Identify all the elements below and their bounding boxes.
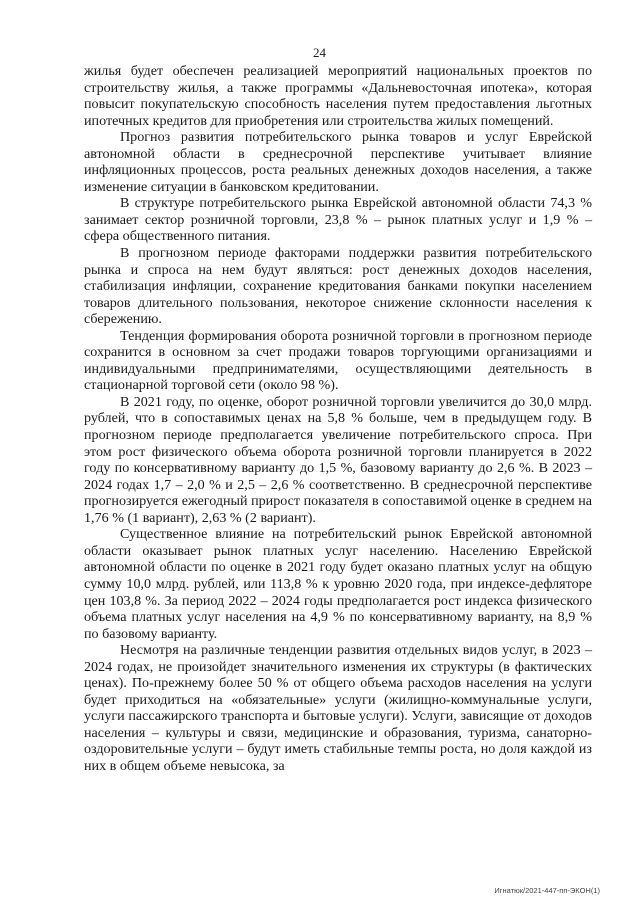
paragraph-retail-2021: В 2021 году, по оценке, оборот розничной торговли увеличится до 30,0 млрд. рублей, что в сопоставимых ценах на 5,8 % больше, чем в предыдущем году. В прогнозном периоде предполагается увеличение потребительского спроса. При этом рост физического объема оборота розничной торговли планируется в 2022 году по консервативному варианту до 1,5 %, базовому варианту до 2,6 %. В 2023 – 2024 годах 1,7 – 2,0 % и 2,5 – 2,6 % соответственно. В среднесрочной перспективе прогнозируется ежегодный прирост показателя в сопоставимой оценке в среднем на 1,76 % (1 вариант), 2,63 % (2 вариант). <box>84 393 592 526</box>
paragraph-paid-services: Существенное влияние на потребительский рынок Еврейской автономной области оказывает рынок платных услуг населению. Населению Еврейской автономной области по оценке в 2021 году будет оказано платных услуг на общую сумму 10,0 млрд. рублей, или 113,8 % к уровню 2020 года, при индексе-дефляторе цен 103,8 %. За период 2022 – 2024 годы предполагается рост индекса физического объема платных услуг населения на 4,9 % по консервативному варианту, на 8,9 % по базовому варианту. <box>84 526 592 642</box>
body-text <box>84 63 592 775</box>
paragraph-support-factors: В прогнозном периоде факторами поддержки развития потребительского рынка и спроса на нем будут являться: рост денежных доходов населения, стабилизация инфляции, сохранение кредитования банками покупки населением товаров длительного пользования, некоторое снижение склонности населения к сбережению. <box>84 245 592 328</box>
footer-document-reference: Игнатюк/2021-447-пп-ЭКОН(1) <box>494 886 600 895</box>
paragraph-market-structure: В структуре потребительского рынка Еврейской автономной области 74,3 % занимает сектор розничной торговли, 23,8 % – рынок платных услуг и 1,9 % – сфера общественного питания. <box>84 195 592 245</box>
paragraph-services-structure: Несмотря на различные тенденции развития отдельных видов услуг, в 2023 – 2024 годах, не произойдет значительного изменения их структуры (в фактических ценах). По-прежнему более 50 % от общего объема расходов населения на услуги будет приходиться на «обязательные» услуги (жилищно-коммунальные услуги, услуги пассажирского транспорта и бытовые услуги). Услуги, зависящие от доходов населения – культуры и связи, медицинские и образования, туризма, санаторно-оздоровительные услуги – будут иметь стабильные темпы роста, но доля каждой из них в общем объеме невысока, за <box>84 642 592 774</box>
paragraph-consumer-market-forecast: Прогноз развития потребительского рынка товаров и услуг Еврейской автономной области в среднесрочной перспективе учитывает влияние инфляционных процессов, роста реальных денежных доходов населения, а также изменение ситуации в банковском кредитовании. <box>84 129 592 195</box>
page-number: 24 <box>313 45 326 60</box>
paragraph-housing-continuation: жилья будет обеспечен реализацией мероприятий национальных проектов по строительству жилья, а также программы «Дальневосточная ипотека», которая повысит покупательскую способность населения путем предоставления льготных ипотечных кредитов для приобретения или строительства жилых помещений. <box>84 63 592 129</box>
paragraph-retail-turnover-trend: Тенденция формирования оборота розничной торговли в прогнозном периоде сохранится в основном за счет продажи товаров торгующими организациями и индивидуальными предпринимателями, осуществляющими деятельность в стационарной торговой сети (около 98 %). <box>84 327 592 394</box>
